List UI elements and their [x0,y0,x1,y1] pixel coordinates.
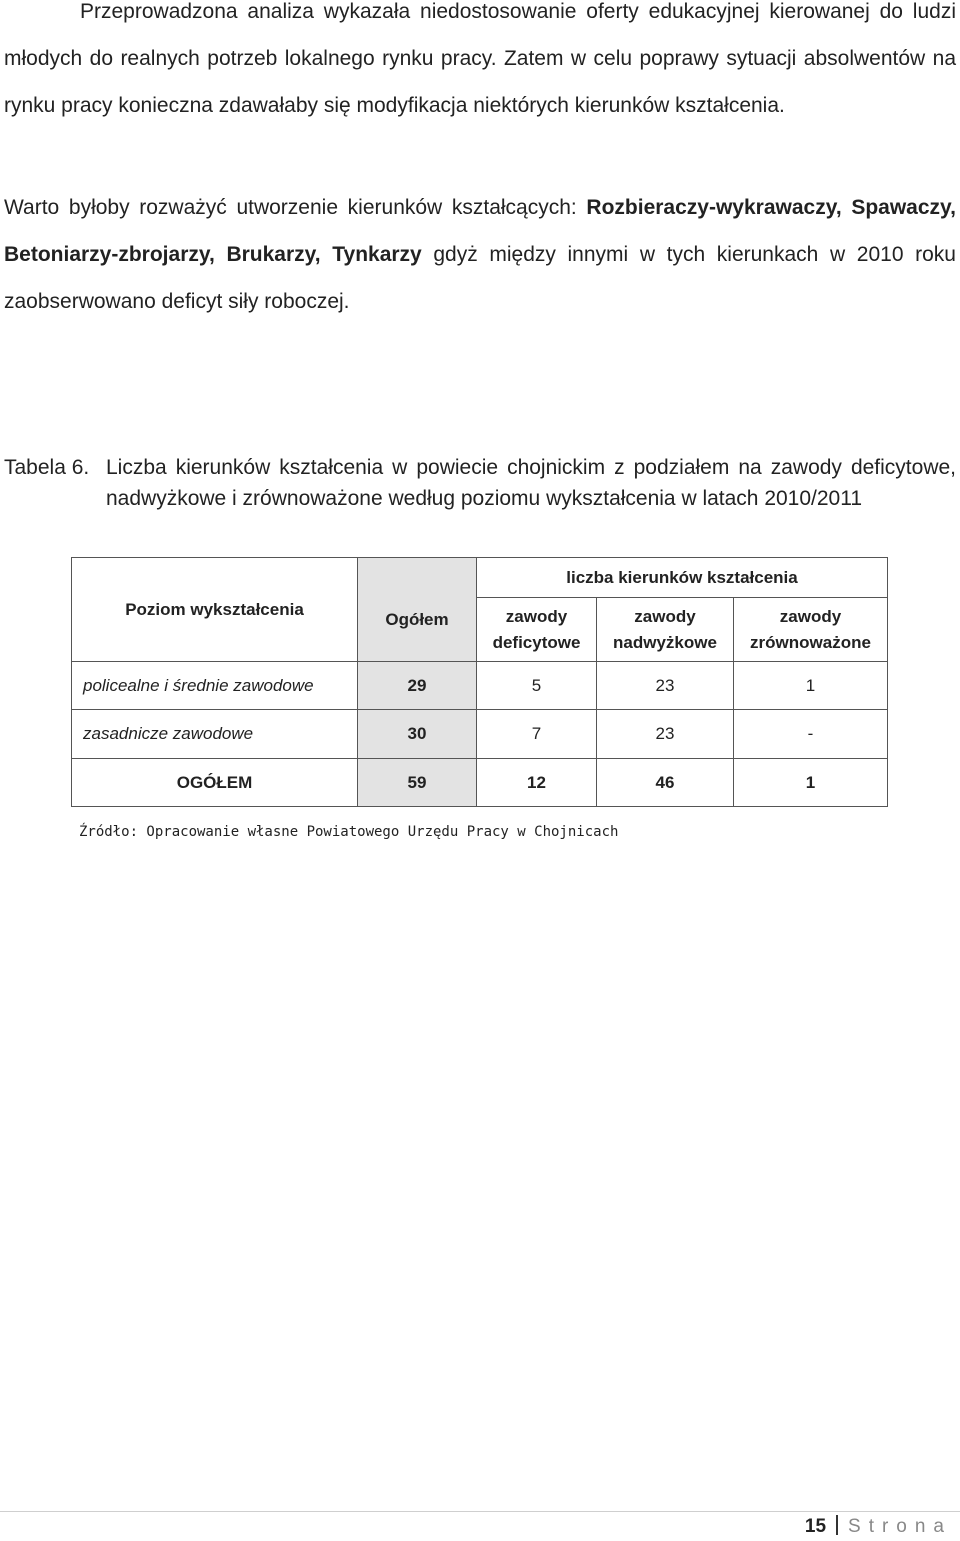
table-row [72,662,888,710]
total-total: 59 [358,759,477,807]
row-balanced: - [734,710,888,759]
header-group: liczba kierunków kształcenia [477,558,888,598]
header-balanced: zawody zrównoważone [734,598,888,662]
total-row [72,759,888,807]
page-footer [805,1515,952,1538]
total-surplus: 46 [597,759,734,807]
header-total: Ogółem [358,558,477,662]
paragraph-rest: gdyż między innymi w tych kierunkach w 2010 roku zaobserwowano deficyt siły roboczej. [4,243,956,313]
row-level: policealne i średnie zawodowe [72,662,358,710]
table-caption [4,452,956,514]
page-word: Strona [848,1516,952,1537]
row-deficit: 5 [477,662,597,710]
professions-list: Rozbieraczy-wykrawaczy, Spawaczy, Betoniarzy-zbrojarzy, Brukarzy, Tynkarzy [4,196,956,266]
header-level: Poziom wykształcenia [72,558,358,662]
header-deficit: zawody deficytowe [477,598,597,662]
page-number: 15 [804,1516,827,1537]
education-table [71,557,888,807]
table-row [72,710,888,759]
row-surplus: 23 [597,710,734,759]
row-balanced: 1 [734,662,888,710]
table-caption-text: Liczba kierunków kształcenia w powiecie chojnickim z podziałem na zawody deficytowe, nadwyżkowe i zrównoważone według poziomu wykształcenia w latach 2010/2011 [106,456,956,510]
row-deficit: 7 [477,710,597,759]
table-caption-label: Tabela 6. [4,456,90,479]
footer-divider [0,1511,960,1512]
footer-separator [836,1515,838,1535]
row-level: zasadnicze zawodowe [72,710,358,759]
row-surplus: 23 [597,662,734,710]
paragraph-recommendation [4,184,956,325]
paragraph-intro: Warto byłoby rozważyć utworzenie kierunków kształcących: [4,196,587,219]
row-total: 29 [358,662,477,710]
header-surplus: zawody nadwyżkowe [597,598,734,662]
row-total: 30 [358,710,477,759]
total-deficit: 12 [477,759,597,807]
source-note: Źródło: Opracowanie własne Powiatowego Urzędu Pracy w Chojnicach [79,824,619,840]
paragraph-analysis: Przeprowadzona analiza wykazała niedostosowanie oferty edukacyjnej kierowanej do ludzi młodych do realnych potrzeb lokalnego rynku pracy. Zatem w celu poprawy sytuacji absolwentów na rynku pracy konieczna zdawałaby się modyfikacja niektórych kierunków kształcenia. [4,0,956,117]
total-balanced: 1 [734,759,888,807]
total-level: OGÓŁEM [72,759,358,807]
